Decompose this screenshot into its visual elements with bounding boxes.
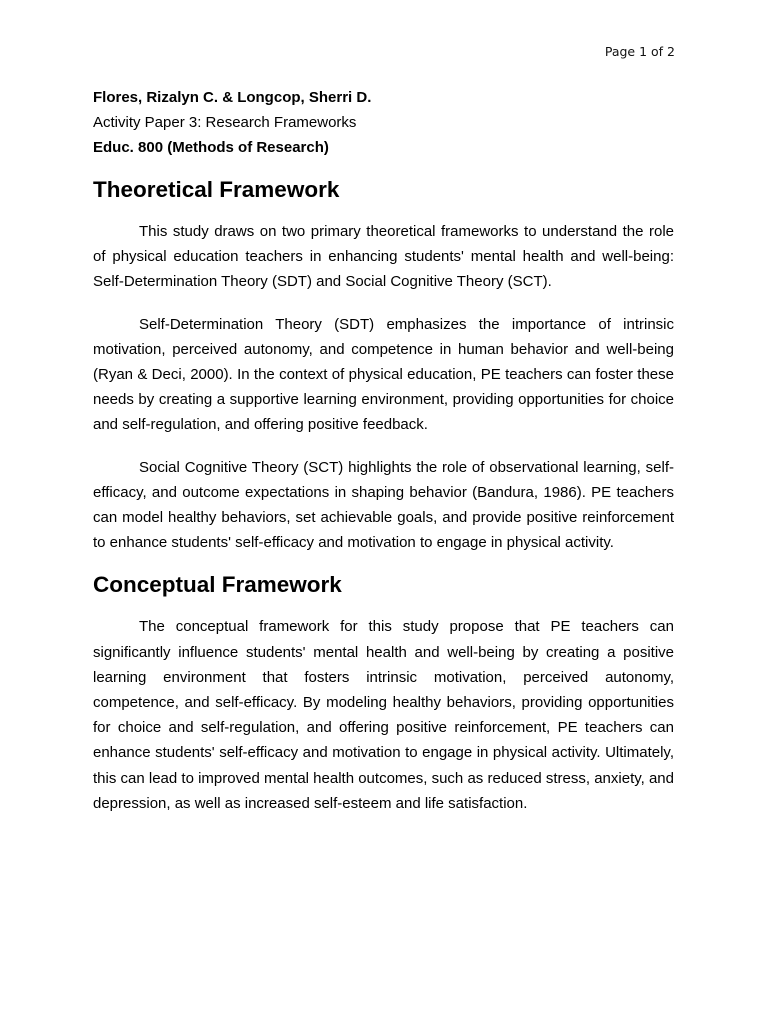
page-number: Page 1 of 2: [604, 44, 675, 59]
course-title: Educ. 800 (Methods of Research): [93, 139, 329, 156]
theoretical-paragraph-2: Self-Determination Theory (SDT) emphasizes the importance of intrinsic motivation, perceived autonomy, and competence in human behavior and well-being (Ryan & Deci, 2000). In the context of physical education, PE teachers can foster these needs by creating a supportive learning environment, providing opportunities for choice and self-regulation, and offering positive feedback.: [93, 315, 674, 434]
theoretical-framework-heading: Theoretical Framework: [93, 177, 340, 202]
conceptual-paragraph-1: The conceptual framework for this study propose that PE teachers can significantly influence students' mental health and well-being by creating a positive learning environment that fosters intrinsic motivation, perceived autonomy, competence, and self-efficacy. By modeling healthy behaviors, providing opportunities for choice and self-regulation, and offering positive reinforcement, PE teachers can enhance students' self-efficacy and motivation to engage in physical activity. Ultimately, this can lead to improved mental health outcomes, such as reduced stress, anxiety, and depression, as well as increased self-esteem and life satisfaction.: [93, 618, 674, 812]
conceptual-framework-heading: Conceptual Framework: [93, 572, 342, 598]
document-body: [93, 85, 674, 816]
activity-title: Activity Paper 3: Research Frameworks: [93, 114, 357, 131]
theoretical-paragraph-3: Social Cognitive Theory (SCT) highlights the role of observational learning, self-efficacy, and outcome expectations in shaping behavior (Bandura, 1986). PE teachers can model healthy behaviors, set achievable goals, and provide positive reinforcement to enhance students' self-efficacy and motivation to engage in physical activity.: [93, 458, 674, 552]
theoretical-paragraph-1: This study draws on two primary theoretical frameworks to understand the role of physical education teachers in enhancing students' mental health and well-being: Self-Determination Theory (SDT) and Social Cognitive Theory (SCT).: [93, 223, 674, 291]
author-names: Flores, Rizalyn C. & Longcop, Sherri D.: [93, 89, 372, 106]
